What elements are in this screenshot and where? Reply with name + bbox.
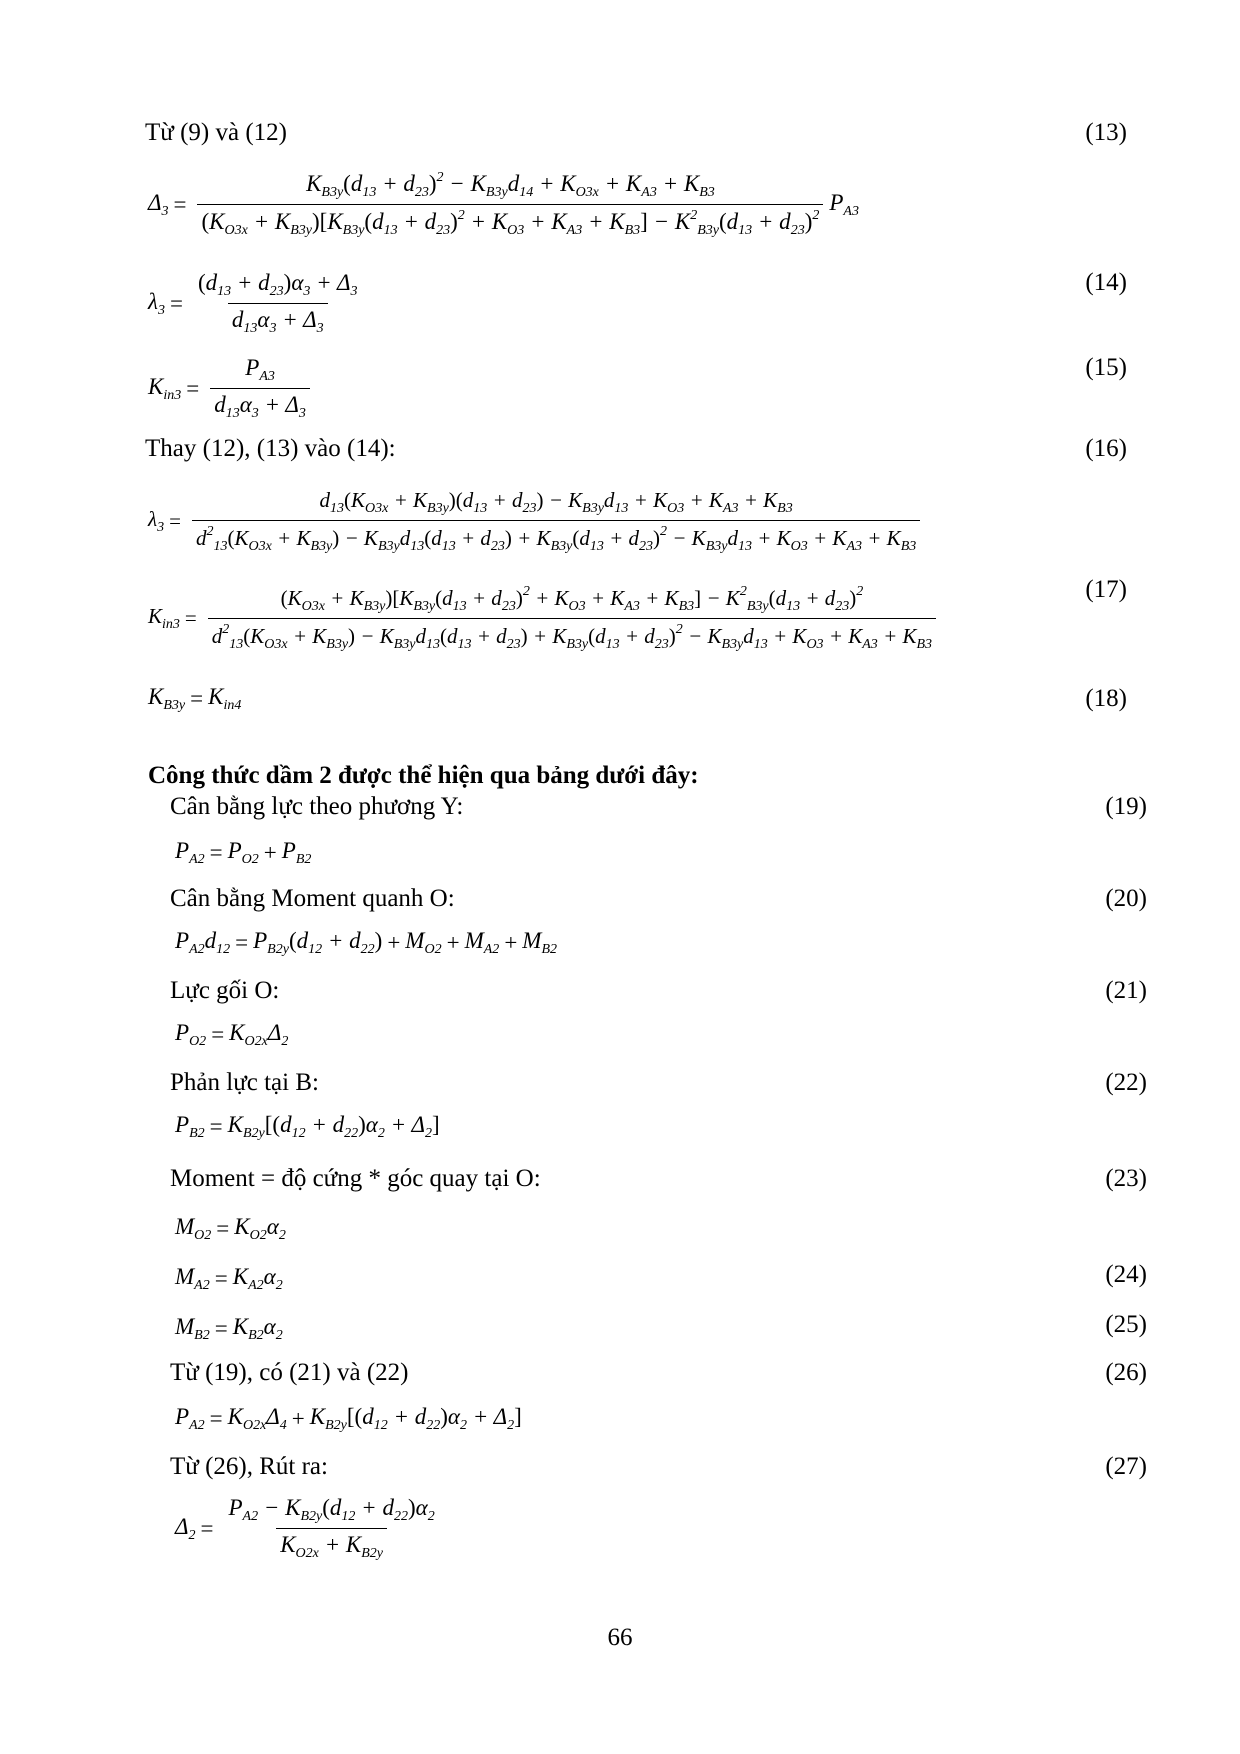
equation-number-21: (21) (1105, 977, 1147, 1004)
text-line-21: Lực gối O: (170, 977, 280, 1004)
equation-number-15: (15) (1085, 354, 1127, 381)
text-line-13: Từ (9) và (12) (145, 119, 287, 146)
equation-number-23: (23) (1105, 1165, 1147, 1192)
equation-number-17: (17) (1085, 576, 1127, 603)
section-heading: Công thức dầm 2 được thể hiện qua bảng dưới đây: (148, 762, 699, 789)
equation-delta2: $\Delta_2$ = $\frac{P_{A2} - K_{B2y}(d_{12} + d_{22})\alpha_2}{K_{O2x} + K_{B2y}}$ (175, 1495, 435, 1561)
equation-ma2: $M_{A2}$ = $K_{A2}\alpha_2$ (175, 1264, 283, 1293)
text-line-27: Từ (26), Rút ra: (170, 1453, 328, 1480)
equation-po2: $P_{O2}$ = $K_{O2x}\Delta_2$ (175, 1020, 289, 1049)
text-line-22: Phản lực tại B: (170, 1069, 319, 1096)
equation-delta3: $\Delta_3$ = $K_{B3y}(d_{13} + d_{23})^2 - K_{B3y}d_{14} + K_{O3x} + K_{A3} + K_{B3}$ $(K_{O3x} + K_{B3y})[K_{B3y}(d_{13} + d_{23})^2 + K_{O3} + K_{A3} + K_{B3}] - K^2_{B3y}(d_{13} + d_{23})^2$ $P_{A3}$ (148, 170, 859, 238)
equation-kb3y: $K_{B3y}$ = $K_{in4}$ (148, 684, 242, 713)
equation-pa2: $P_{A2}$ = $P_{O2}$ + $P_{B2}$ (175, 838, 312, 867)
equation-mb2: $M_{B2}$ = $K_{B2}\alpha_2$ (175, 1314, 283, 1343)
equation-moment-balance: $P_{A2}d_{12}$ = $P_{B2y}(d_{12} + d_{22})$ + $M_{O2}$ + $M_{A2}$ + $M_{B2}$ (175, 928, 558, 957)
equation-kin3-expanded: $K_{in3}$ = $(K_{O3x} + K_{B3y})[K_{B3y}(d_{13} + d_{23})^2 + K_{O3} + K_{A3} + K_{B3}] - K^2_{B3y}(d_{13} + d_{23})^2$ $d^2_{13}(K_{O3x} + K_{B3y}) - K_{B3y}d_{13}(d_{13} + d_{23}) + K_{B3y}(d_{13} + d_{23})^2 - K_{B3y}d_{13} + K_{O3} + K_{A3} + K_{B3}$ (148, 584, 942, 653)
text-line-23: Moment = độ cứng * góc quay tại O: (170, 1165, 541, 1192)
equation-mo2: $M_{O2}$ = $K_{O2}\alpha_2$ (175, 1214, 286, 1243)
equation-pa2-expanded: $P_{A2}$ = $K_{O2x}\Delta_4$ + $K_{B2y}[(d_{12} + d_{22})\alpha_2 + \Delta_2]$ (175, 1404, 522, 1433)
equation-number-14: (14) (1085, 269, 1127, 296)
equation-number-16: (16) (1085, 435, 1127, 462)
equation-number-24: (24) (1105, 1261, 1147, 1288)
equation-number-18: (18) (1085, 685, 1127, 712)
equation-number-19: (19) (1105, 793, 1147, 820)
equation-pb2: $P_{B2}$ = $K_{B2y}[(d_{12} + d_{22})\alpha_2 + \Delta_2]$ (175, 1112, 440, 1141)
text-line-26: Từ (19), có (21) và (22) (170, 1359, 409, 1386)
text-line-19: Cân bằng lực theo phương Y: (170, 793, 464, 820)
equation-number-25: (25) (1105, 1311, 1147, 1338)
page-number: 66 (607, 1624, 633, 1651)
equation-kin3: $K_{in3}$ = $\frac{P_{A3}}{d_{13}\alpha_3 + \Delta_3}$ (148, 355, 316, 422)
equation-number-13: (13) (1085, 119, 1127, 146)
text-line-16: Thay (12), (13) vào (14): (145, 435, 396, 462)
equation-number-26: (26) (1105, 1359, 1147, 1386)
equation-number-20: (20) (1105, 885, 1147, 912)
equation-lambda3-expanded: $\lambda_3$ = $d_{13}(K_{O3x} + K_{B3y})(d_{13} + d_{23}) - K_{B3y}d_{13} + K_{O3} + K_{A3} + K_{B3}$ $d^2_{13}(K_{O3x} + K_{B3y}) - K_{B3y}d_{13}(d_{13} + d_{23}) + K_{B3y}(d_{13} + d_{23})^2 - K_{B3y}d_{13} + K_{O3} + K_{A3} + K_{B3}$ (148, 488, 926, 555)
equation-number-22: (22) (1105, 1069, 1147, 1096)
equation-number-27: (27) (1105, 1453, 1147, 1480)
text-line-20: Cân bằng Moment quanh O: (170, 885, 455, 912)
equation-lambda3: $\lambda_3$ = $\frac{(d_{13} + d_{23})\alpha_3 + \Delta_3}{d_{13}\alpha_3 + \Delta_3}$ (148, 270, 358, 336)
